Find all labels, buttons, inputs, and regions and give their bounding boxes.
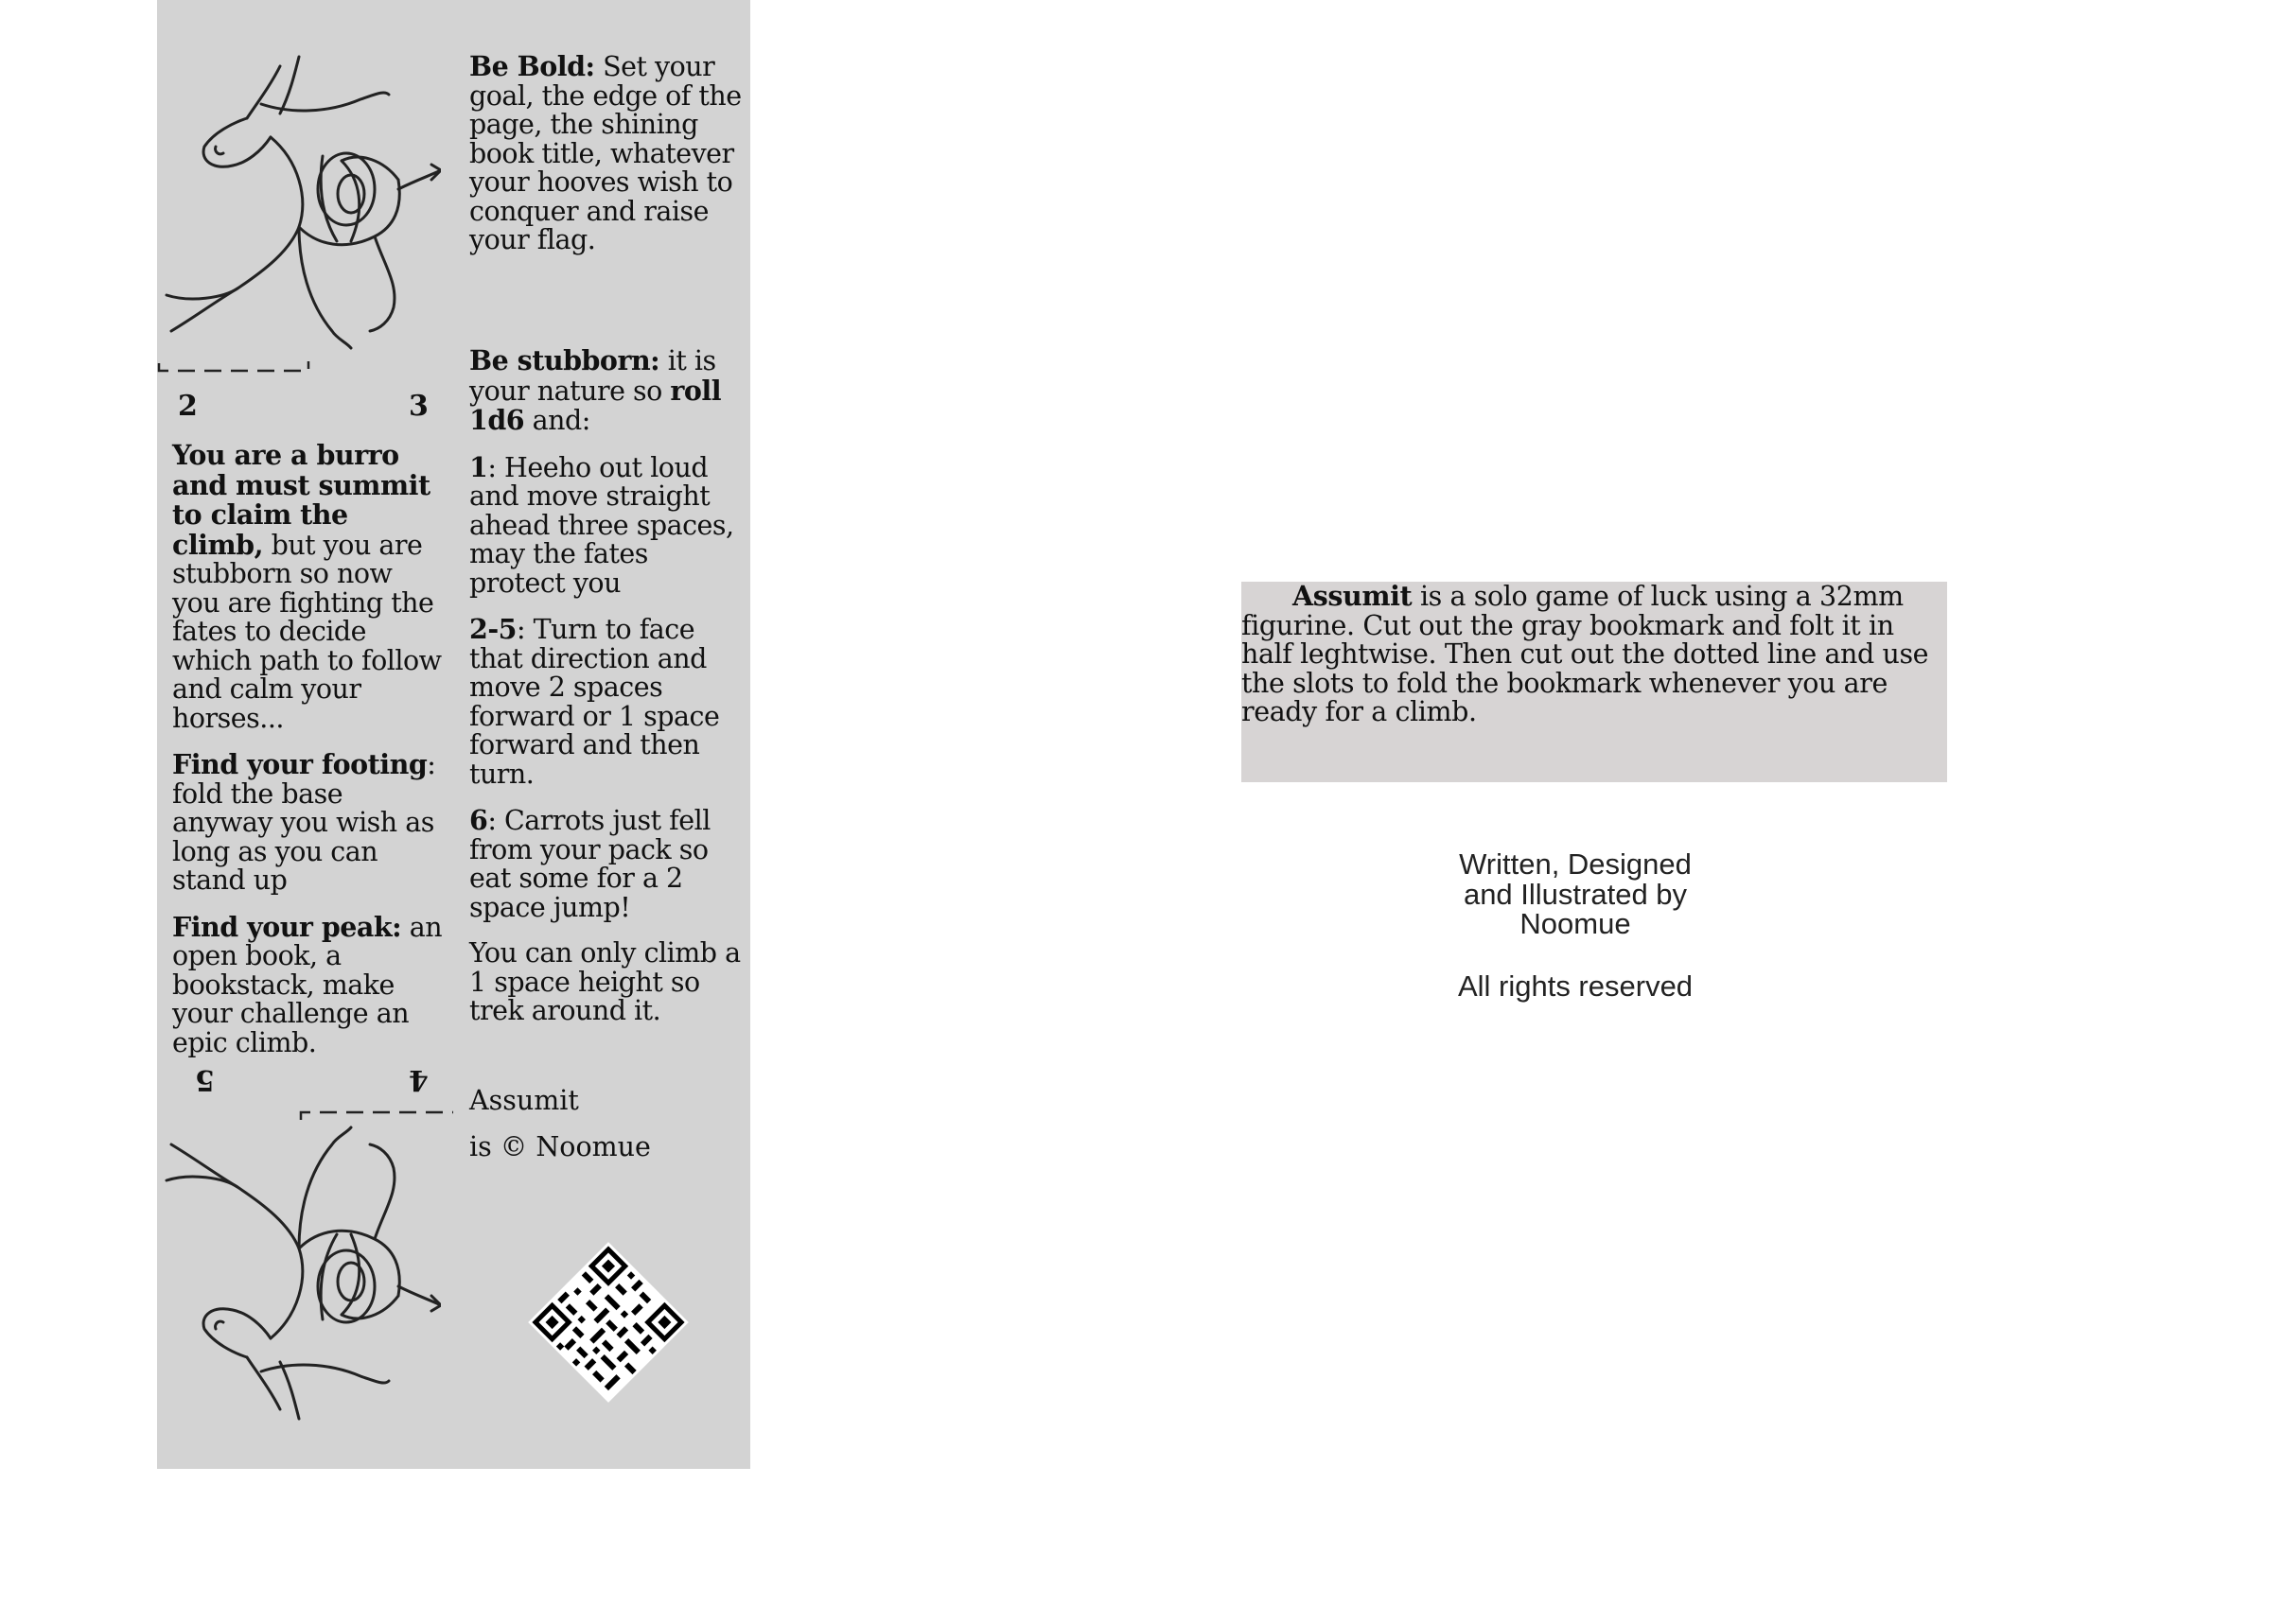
footing-heading: Find your footing (172, 748, 428, 780)
intro-text: but you are stubborn so now you are fighting the fates to decide which path to follow and calm your horses... (172, 529, 442, 734)
page-number: 4 (409, 1063, 429, 1096)
roll-result (469, 450, 748, 599)
page-number: 5 (195, 1063, 215, 1096)
roll-key: 6 (469, 804, 488, 836)
credits-line: and Illustrated by (1463, 877, 1688, 911)
be-bold-heading: Be Bold: (469, 50, 595, 82)
bookmark-title: Assumit (469, 1085, 579, 1116)
game-description: is a solo game of luck using a 32mm figurine. Cut out the gray bookmark and folt it in half leghtwise. Then cut out the dotted line and use the slots to fold the bookmark whenever you are ready for a climb. (1241, 581, 1929, 727)
donkey-with-pack-icon (157, 47, 441, 350)
be-stubborn-text-end: and: (524, 405, 590, 436)
roll-key: 1 (469, 450, 488, 483)
bookmark-copyright: is © Noomue (469, 1131, 651, 1162)
page-number: 2 (178, 390, 198, 423)
climb-note: You can only climb a 1 space height so trek around it. (469, 937, 741, 1026)
roll-result (469, 806, 748, 922)
rights-notice: All rights reserved (1457, 969, 1694, 1003)
credits-block (1400, 849, 1750, 1001)
footing-text: : fold the base anyway you wish as long as you can stand up (172, 749, 436, 896)
be-bold-section (469, 52, 748, 272)
qr-code-icon (528, 1242, 689, 1403)
intro-bold: You are a burro and must summit to claim the climb, (172, 439, 430, 561)
game-title: Assumit (1292, 580, 1413, 612)
donkey-with-pack-icon (157, 1121, 441, 1433)
roll-instruction: roll 1d6 (469, 374, 722, 436)
be-stubborn-text: it is your nature so (469, 345, 716, 407)
bookmark-strip (157, 0, 750, 1469)
peak-heading: Find your peak: (172, 910, 402, 943)
instructions-section (172, 441, 447, 1074)
be-stubborn-heading: Be stubborn: (469, 344, 660, 376)
credits-line: Written, Designed (1459, 847, 1692, 881)
page-number: 3 (409, 390, 429, 423)
dashed-cut-line (157, 359, 313, 375)
be-bold-text: Set your goal, the edge of the page, the shining book title, whatever your hooves wish to conquer and raise your flag. (469, 51, 742, 255)
roll-text: : Turn to face that direction and move 2 spaces forward or 1 space forward and then turn. (469, 614, 720, 790)
credits-author: Noomue (1519, 907, 1631, 940)
peak-text: an open book, a bookstack, make your challenge an epic climb. (172, 911, 443, 1058)
roll-text: : Heeho out loud and move straight ahead three spaces, may the fates protect you (469, 451, 734, 599)
game-description-box (1241, 582, 1947, 782)
roll-key: 2-5 (469, 613, 517, 645)
rules-section (469, 346, 748, 1043)
roll-result (469, 615, 748, 789)
roll-text: : Carrots just fell from your pack so eat some for a 2 space jump! (469, 805, 711, 923)
